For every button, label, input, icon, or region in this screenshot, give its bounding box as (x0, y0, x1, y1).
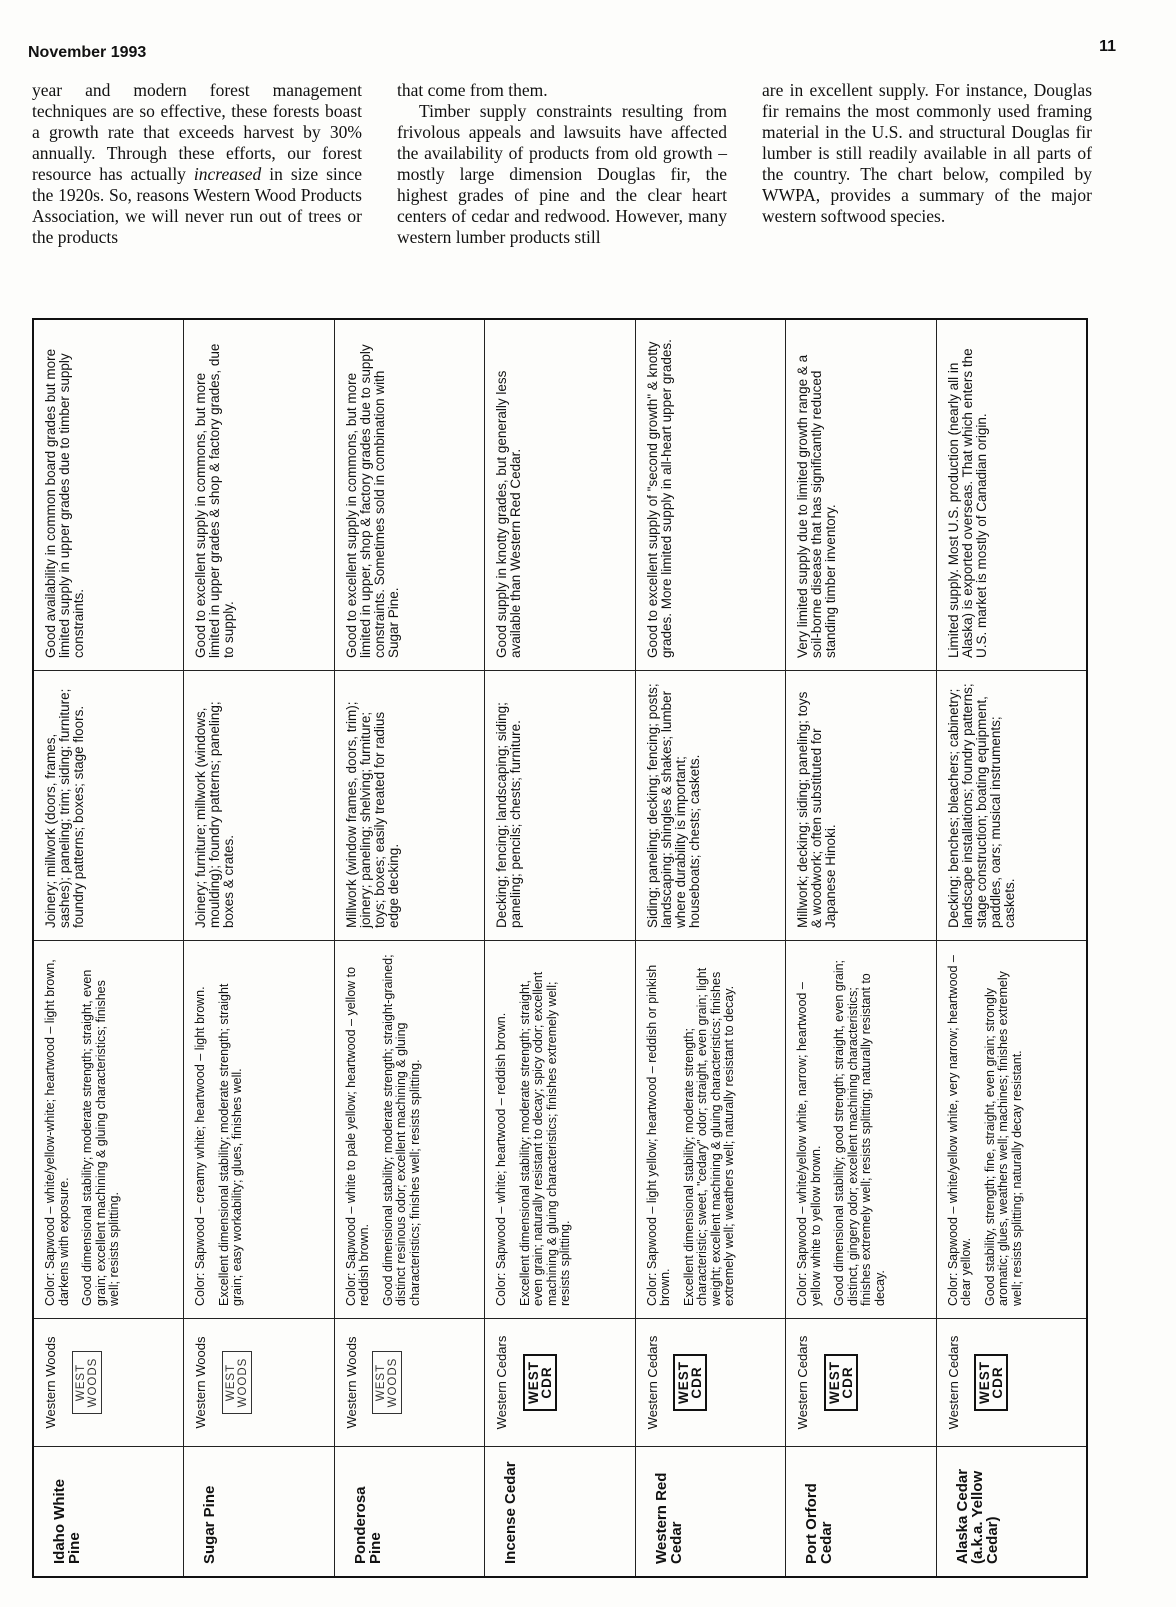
intro-col1-tail: in size since the 1920s. So, reasons Western Wood Products Association, we will never run out of trees or the products (32, 164, 363, 247)
species-group: Western Cedars (795, 1335, 811, 1430)
page-number: 11 (1099, 38, 1116, 55)
grade-stamp-line: WOODS (387, 1357, 400, 1408)
species-color: Color: Sapwood – creamy white; heartwood – light brown. (193, 986, 208, 1306)
grade-stamp-logo (523, 1354, 557, 1411)
species-uses: Joinery; furniture; millwork (windows, moulding); foundry patterns; paneling; boxes & crates. (184, 670, 333, 940)
intro-column-3 (762, 80, 1092, 248)
grade-stamp-line: CDR (689, 1366, 705, 1399)
species-color: Color: Sapwood – white; heartwood – reddish brown. (494, 1012, 509, 1306)
species-properties (184, 940, 333, 1318)
species-availability: Very limited supply due to limited growth range & a soil-borne disease that has significantly reduced standing timber inventory. (795, 354, 839, 658)
species-name: Idaho White Pine (34, 1446, 183, 1576)
species-uses: Siding; paneling; decking; fencing; posts; landscaping; shingles & shakes; lumber where durability is important; houseboats; chests; caskets. (636, 670, 785, 940)
species-uses: Decking; fencing; landscaping; siding; paneling; pencils; chests; furniture. (485, 670, 634, 940)
grade-stamp-logo (372, 1351, 402, 1415)
species-group-cell (335, 1318, 484, 1446)
intro-col2-line: that come from them. (397, 80, 548, 100)
species-group-cell (636, 1318, 785, 1446)
grade-stamp-line: WEST (977, 1361, 993, 1404)
species-uses: Millwork; decking; siding; paneling; toys & woodwork; often substituted for Japanese Hinoki. (786, 670, 935, 940)
species-group: Western Cedars (494, 1335, 510, 1430)
species-group: Western Woods (343, 1336, 359, 1429)
species-name: Ponderosa Pine (335, 1446, 484, 1576)
species-row (485, 320, 635, 1576)
grade-stamp-logo (824, 1354, 858, 1411)
species-characteristics: Good dimensional stability; moderate strength; straight, even grain; excellent machining & gluing characteristics; finishes well; resists splitting. (80, 969, 121, 1306)
grade-stamp-line: WEST (375, 1363, 388, 1402)
species-characteristics: Excellent dimensional stability; moderate strength; characteristic; sweet, "cedary" odor; straight, even grain; light weight; excellent machining & gluing characteristics; finishes extremely well; weathers well; naturally resistant to decay. (681, 967, 737, 1306)
intro-column-1 (32, 80, 362, 248)
intro-col1-text: year and modern forest management techniques are so effective, these forests boast a growth rate that exceeds harvest by 30% annually. Through these efforts, our forest resource has actually (32, 80, 362, 184)
species-row (34, 320, 184, 1576)
species-properties (786, 940, 935, 1318)
species-availability: Good supply in knotty grades, but generally less available than Western Red Cedar. (494, 370, 524, 658)
species-color: Color: Sapwood – light yellow; heartwood – reddish or pinkish brown. (644, 964, 673, 1306)
species-uses: Decking; benches; bleachers; cabinetry; landscape installations; foundry patterns; stage construction; boating equipment, paddles, oars; musical instruments; caskets. (937, 670, 1086, 940)
species-name: Western Red Cedar (636, 1446, 785, 1576)
species-uses: Millwork (window frames, doors, trim); joinery; paneling; shelving; furniture; toys; boxes; easily treated for radius edge decking. (335, 670, 484, 940)
species-characteristics: Good stability, strength; fine, straight, even grain; strongly aromatic; glues, weathers well; machines; finishes extremely well; resists splitting; naturally decay resistant. (982, 971, 1024, 1306)
grade-stamp-line: WEST (676, 1361, 692, 1404)
species-group: Western Woods (193, 1336, 209, 1429)
species-availability: Good to excellent supply of "second growth" & knotty grades. More limited supply in all-heart upper grades. (644, 339, 674, 658)
intro-col1-emphasis: increased (193, 164, 262, 184)
grade-stamp-line: WOODS (86, 1357, 99, 1408)
species-row (937, 320, 1086, 1576)
grade-stamp-line: CDR (990, 1366, 1006, 1399)
grade-stamp-line: WEST (826, 1361, 842, 1404)
species-row (786, 320, 936, 1576)
species-row (184, 320, 334, 1576)
species-availability: Good to excellent supply in commons, but more limited in upper grades & shop & factory grades, due to supply. (193, 343, 237, 658)
species-name: Port Orford Cedar (786, 1446, 935, 1576)
species-table-rotated (34, 320, 1086, 1576)
species-name: Sugar Pine (184, 1446, 333, 1576)
grade-stamp-line: WEST (74, 1363, 87, 1402)
intro-column-2 (397, 80, 727, 248)
species-characteristics: Good dimensional stability; moderate strength; straight-grained; distinct resinous odor; excellent machining & gluing characteristics; finishes well; resists splitting. (380, 954, 422, 1306)
intro-text (32, 80, 1092, 248)
issue-date: November 1993 (28, 44, 147, 61)
species-color: Color: Sapwood – white/yellow white, narrow; heartwood – yellow white to yellow brown. (795, 982, 823, 1306)
species-group: Western Cedars (945, 1335, 961, 1430)
species-color: Color: Sapwood – white to pale yellow; heartwood – yellow to reddish brown. (343, 966, 372, 1306)
species-color: Color: Sapwood – white/yellow-white; heartwood – light brown, darkens with exposure. (43, 959, 71, 1306)
grade-stamp-line: CDR (538, 1366, 554, 1399)
grade-stamp-line: WEST (224, 1363, 237, 1402)
species-properties (937, 940, 1086, 1318)
species-row (636, 320, 786, 1576)
species-characteristics: Good dimensional stability; good strength; straight, even grain; distinct, gingery odor; excellent machining characteristics; finishes extremely well; resists splitting; naturally resistant to decay. (832, 959, 887, 1306)
species-group: Western Woods (43, 1336, 58, 1429)
species-group-cell (184, 1318, 333, 1446)
intro-col2-paragraph: Timber supply constraints resulting from frivolous appeals and lawsuits have affected the availability of products from old growth – mostly large dimension Douglas fir, the highest grades of pine and the clear heart centers of cedar and redwood. However, many western lumber products still (397, 101, 727, 247)
species-properties (34, 940, 183, 1318)
intro-col3-paragraph: are in excellent supply. For instance, Douglas fir remains the most commonly used framing material in the U.S. and structural Douglas fir lumber is still readily available in all parts of the country. The chart below, compiled by WWPA, provides a summary of the major western softwood species. (762, 80, 1092, 226)
grade-stamp-line: WOODS (236, 1357, 249, 1408)
grade-stamp-logo (673, 1354, 707, 1411)
grade-stamp-line: CDR (839, 1366, 855, 1399)
species-group-cell (937, 1318, 1086, 1446)
species-group-cell (485, 1318, 634, 1446)
species-group-cell (786, 1318, 935, 1446)
species-characteristics: Excellent dimensional stability; moderate strength; straight grain; easy workability; glues, finishes well. (216, 983, 245, 1306)
species-availability: Good availability in common board grades but more limited supply in upper grades due to timber supply constraints. (43, 348, 86, 658)
grade-stamp-line: WEST (525, 1361, 541, 1404)
species-properties (485, 940, 634, 1318)
species-uses: Joinery; millwork (doors, frames, sashes); paneling; trim; siding; furniture; foundry patterns; boxes; stage floors. (34, 670, 183, 940)
species-row (335, 320, 485, 1576)
species-properties (636, 940, 785, 1318)
species-characteristics: Excellent dimensional stability; moderate strength; straight, even grain; naturally resistant to decay; spicy odor; excellent machining & gluing characteristics; finishes extremely well; resists splitting. (517, 971, 573, 1306)
species-name: Alaska Cedar (a.k.a. Yellow Cedar) (937, 1446, 1086, 1576)
species-group-cell (34, 1318, 183, 1446)
grade-stamp-logo (222, 1351, 252, 1415)
species-name: Incense Cedar (485, 1446, 634, 1576)
species-group: Western Cedars (644, 1335, 660, 1430)
species-color: Color: Sapwood – white/yellow white, very narrow; heartwood – clear yellow. (945, 955, 974, 1306)
species-table (32, 318, 1088, 1578)
species-availability: Limited supply. Most U.S. production (nearly all in Alaska) is exported overseas. That which enters the U.S. market is mostly of Canadian origin. (945, 348, 989, 658)
grade-stamp-logo (72, 1351, 102, 1415)
species-availability: Good to excellent supply in commons, but more limited in upper, shop & factory grades due to supply constraints. Sometimes sold in combination with Sugar Pine. (343, 344, 401, 658)
species-properties (335, 940, 484, 1318)
grade-stamp-logo (974, 1354, 1008, 1411)
